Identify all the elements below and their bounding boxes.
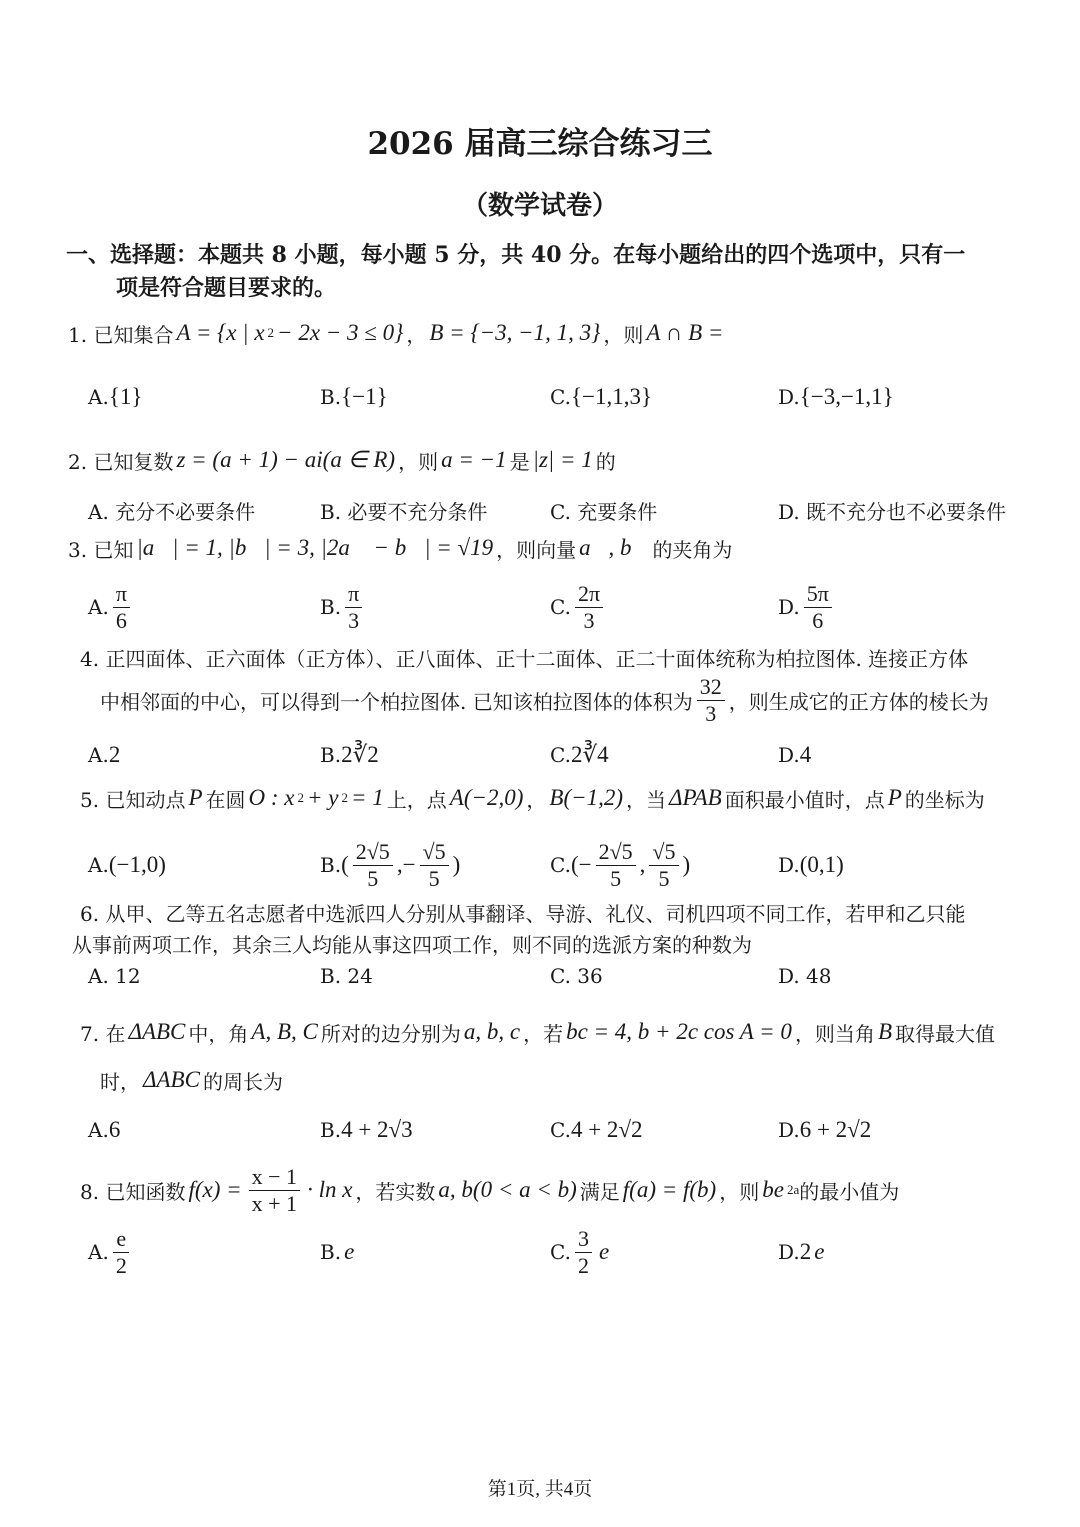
question-1-option-C xyxy=(550,367,652,427)
text: 是 xyxy=(509,449,530,474)
text: 的 xyxy=(595,449,616,474)
text: 在圆 xyxy=(205,787,246,812)
question-8-option-C xyxy=(550,1222,612,1282)
exam-title: 2026 届高三综合练习三 xyxy=(367,126,713,162)
fraction-denominator: 6 xyxy=(812,607,824,633)
fraction xyxy=(575,581,603,633)
text: 上，点 xyxy=(386,787,447,812)
text: 所对的边分别为 xyxy=(320,1021,461,1046)
text: ，若实数 xyxy=(355,1179,436,1204)
math-expression: a = −1 xyxy=(441,447,507,472)
math-value: 4 + 2√2 xyxy=(570,1117,643,1142)
fraction-numerator: π xyxy=(345,581,362,607)
text: 8. 已知函数 xyxy=(80,1179,186,1204)
page-footer: 第1页, 共4页 xyxy=(487,1479,593,1500)
text: B. 24 xyxy=(320,964,373,988)
math-value: 4 + 2√3 xyxy=(341,1117,413,1142)
text: 4. 正四面体、正六面体（正方体）、正八面体、正十二面体、正二十面体统称为柏拉图体. 连接正方体 xyxy=(80,646,969,671)
text: A. xyxy=(88,1240,109,1264)
math-value: 2∛2 xyxy=(341,742,379,767)
text: 的最小值为 xyxy=(799,1179,900,1204)
text: B. xyxy=(320,1118,342,1142)
fraction xyxy=(575,1226,592,1278)
math-expression: be xyxy=(762,1177,784,1202)
math-expression: O : x xyxy=(248,785,295,810)
text: C. xyxy=(550,1240,571,1264)
math-expression: B(−1,2) xyxy=(549,785,624,810)
text: C. 充要条件 xyxy=(550,499,658,524)
fraction xyxy=(697,674,725,726)
fraction-denominator: 5 xyxy=(610,865,622,891)
text: 的周长为 xyxy=(202,1069,283,1094)
text: C. 36 xyxy=(550,964,603,988)
text: B. 必要不充分条件 xyxy=(320,499,488,524)
text: D. xyxy=(778,743,800,767)
question-7-option-B xyxy=(320,1100,413,1160)
superscript: 2a xyxy=(786,1182,800,1197)
fraction-denominator: 2 xyxy=(577,1252,589,1278)
text: A. xyxy=(88,1118,109,1142)
math-expression: z = (a + 1) − ai(a ∈ R) xyxy=(176,447,396,472)
question-2-option-D xyxy=(778,480,1006,540)
question-7-option-D xyxy=(778,1100,871,1160)
question-1-stem xyxy=(68,303,726,363)
text: D. xyxy=(778,1240,800,1264)
fraction-numerator: x − 1 xyxy=(249,1164,300,1190)
fraction-numerator: 2π xyxy=(575,581,603,607)
math-expression: e xyxy=(344,1239,355,1264)
math-value: 2 xyxy=(108,742,121,767)
text: 3. 已知 xyxy=(68,537,134,562)
math-value: 2 xyxy=(799,1239,812,1264)
fraction-numerator: π xyxy=(113,581,130,607)
question-7-option-C xyxy=(550,1100,643,1160)
fraction-denominator: 2 xyxy=(115,1252,127,1278)
math-expression: a, b(0 < a < b) xyxy=(438,1177,577,1202)
text: 7. 在 xyxy=(80,1021,126,1046)
math-expression: A = {x | x xyxy=(176,320,265,345)
fraction-denominator: x + 1 xyxy=(251,1190,298,1216)
math-expression: − 2x − 3 ≤ 0} xyxy=(277,320,404,345)
math-expression: = 1 xyxy=(350,785,384,810)
question-1-option-B xyxy=(320,367,388,427)
section-heading: 一、选择题：本题共 8 小题，每小题 5 分，共 40 分。在每小题给出的四个选项中，只有一 xyxy=(66,242,966,268)
question-7-option-A xyxy=(88,1100,120,1160)
question-8-stem xyxy=(80,1160,899,1220)
text: 满足 xyxy=(579,1179,620,1204)
text: ，则当角 xyxy=(794,1021,875,1046)
text: C. xyxy=(550,385,571,409)
math-expression: e xyxy=(814,1239,825,1264)
math-expression: a, b, c xyxy=(463,1019,521,1044)
math-expression: A, B, C xyxy=(251,1019,318,1044)
text: C. xyxy=(550,595,571,619)
math-expression: A ∩ B = xyxy=(646,320,724,345)
text: 时， xyxy=(100,1069,140,1094)
text: D. xyxy=(778,595,800,619)
math-value: 2∛4 xyxy=(570,742,609,767)
question-6-option-B xyxy=(320,946,373,1006)
math-expression: bc = 4, b + 2c cos A = 0 xyxy=(566,1019,792,1044)
question-6-option-A xyxy=(88,946,141,1006)
superscript: 2 xyxy=(297,790,304,805)
question-8-option-D xyxy=(778,1222,827,1282)
fraction xyxy=(113,1226,130,1278)
text: 的夹角为 xyxy=(652,537,733,562)
fraction-numerator: 5π xyxy=(804,581,832,607)
text: ，则 xyxy=(603,322,644,347)
math-value: {−1,1,3} xyxy=(570,384,653,409)
math-value: (−1,0) xyxy=(108,852,166,877)
text: ，则生成它的正方体的棱长为 xyxy=(728,689,989,714)
superscript: 2 xyxy=(267,325,275,340)
question-8-option-A xyxy=(88,1222,134,1282)
fraction xyxy=(249,1164,300,1216)
question-1-option-A xyxy=(88,367,142,427)
text: 1. 已知集合 xyxy=(68,322,174,347)
text: B. xyxy=(320,743,342,767)
fraction-numerator: √5 xyxy=(649,839,678,865)
text: ，当 xyxy=(626,787,667,812)
math-expression: · ln x xyxy=(307,1177,353,1202)
math-expression: f(a) = f(b) xyxy=(622,1177,717,1202)
exam-subtitle: （数学试卷） xyxy=(461,191,618,221)
question-3-stem xyxy=(68,518,732,578)
math-value: 6 xyxy=(108,1117,121,1142)
text: D. 48 xyxy=(778,964,832,988)
text: C. xyxy=(550,743,571,767)
math-expression: B xyxy=(877,1019,892,1044)
math-expression: f(x) = xyxy=(188,1177,242,1202)
text: A. 12 xyxy=(88,964,141,988)
text: A. xyxy=(88,743,109,767)
text: B. xyxy=(320,853,342,877)
math-value: ( xyxy=(341,852,349,877)
text: ，则向量 xyxy=(496,537,577,562)
text: 2. 已知复数 xyxy=(68,449,174,474)
text: A. xyxy=(88,385,109,409)
math-expression: + y xyxy=(307,785,339,810)
text: ，则 xyxy=(398,449,439,474)
text: B. xyxy=(320,1240,342,1264)
math-value: (0,1) xyxy=(799,852,844,877)
math-expression: B = {−3, −1, 1, 3} xyxy=(429,320,601,345)
fraction xyxy=(804,581,832,633)
fraction-denominator: 6 xyxy=(115,607,127,633)
question-8-option-B xyxy=(320,1222,357,1282)
text: 的坐标为 xyxy=(904,787,985,812)
question-6-option-C xyxy=(550,946,603,1006)
fraction-numerator: 3 xyxy=(575,1226,592,1252)
fraction-numerator: 32 xyxy=(697,674,725,700)
fraction-denominator: 5 xyxy=(367,865,379,891)
fraction-numerator: e xyxy=(113,1226,129,1252)
text: C. xyxy=(550,1118,571,1142)
math-value: ,− xyxy=(396,852,416,877)
math-value: 4 xyxy=(799,742,812,767)
math-value: 6 + 2√2 xyxy=(799,1117,872,1142)
math-expression: ΔPAB xyxy=(669,785,722,810)
text: D. xyxy=(778,385,800,409)
question-5-stem xyxy=(80,768,985,828)
math-value: {−1} xyxy=(341,384,388,409)
fraction-numerator: √5 xyxy=(420,839,449,865)
math-expression: e xyxy=(598,1239,610,1264)
math-expression: |z| = 1 xyxy=(532,447,593,472)
question-7-stem xyxy=(100,1050,283,1110)
text: 6. 从甲、乙等五名志愿者中选派四人分别从事翻译、导游、礼仪、司机四项不同工作，若甲和乙只能 xyxy=(80,901,966,926)
math-expression: A(−2,0) xyxy=(449,785,524,810)
math-expression: P xyxy=(887,785,902,810)
math-value: (− xyxy=(570,852,592,877)
fraction xyxy=(113,581,130,633)
text: 从事前两项工作，其余三人均能从事这四项工作，则不同的选派方案的种数为 xyxy=(72,932,752,957)
text: ，若 xyxy=(523,1021,564,1046)
text: D. xyxy=(778,1118,800,1142)
fraction-denominator: 5 xyxy=(658,865,670,891)
math-value: ) xyxy=(682,852,691,877)
fraction-numerator: 2√5 xyxy=(353,839,393,865)
superscript: 2 xyxy=(341,790,348,805)
math-value: {−3,−1,1} xyxy=(799,384,894,409)
fraction-denominator: 5 xyxy=(428,865,440,891)
math-value: {1} xyxy=(108,384,143,409)
text: ， xyxy=(526,787,547,812)
fraction-denominator: 3 xyxy=(583,607,595,633)
text: A. xyxy=(88,595,109,619)
text: 中，角 xyxy=(188,1021,249,1046)
text: 中相邻面的中心，可以得到一个柏拉图体. 已知该柏拉图体的体积为 xyxy=(100,689,693,714)
math-value: ) xyxy=(452,852,461,877)
text: A. xyxy=(88,853,109,877)
math-expression: ΔABC xyxy=(143,1067,200,1092)
math-expression: |a⃗| = 1, |b⃗| = 3, |2a⃗ − b⃗| = √19 xyxy=(136,535,494,560)
text: 面积最小值时，点 xyxy=(724,787,885,812)
math-expression: ΔABC xyxy=(128,1019,186,1044)
question-6-option-D xyxy=(778,946,832,1006)
section-heading-cont: 项是符合题目要求的。 xyxy=(116,275,337,301)
fraction-denominator: 3 xyxy=(348,607,360,633)
text: D. 既不充分也不必要条件 xyxy=(778,499,1007,524)
text: ， xyxy=(406,322,427,347)
question-6-stem xyxy=(72,913,752,973)
text: 5. 已知动点 xyxy=(80,787,186,812)
math-value: , xyxy=(639,852,646,877)
question-4-stem xyxy=(100,670,989,730)
text: D. xyxy=(778,853,800,877)
fraction xyxy=(345,581,362,633)
fraction-numerator: 2√5 xyxy=(596,839,636,865)
fraction-denominator: 3 xyxy=(705,700,717,726)
text: C. xyxy=(550,853,571,877)
math-expression: a⃗, b⃗ xyxy=(579,535,650,560)
text: B. xyxy=(320,385,342,409)
question-1-option-D xyxy=(778,367,894,427)
math-expression: P xyxy=(188,785,203,810)
text: ，则 xyxy=(719,1179,760,1204)
text: B. xyxy=(320,595,342,619)
text: A. 充分不必要条件 xyxy=(88,499,256,524)
text: 取得最大值 xyxy=(895,1021,995,1046)
